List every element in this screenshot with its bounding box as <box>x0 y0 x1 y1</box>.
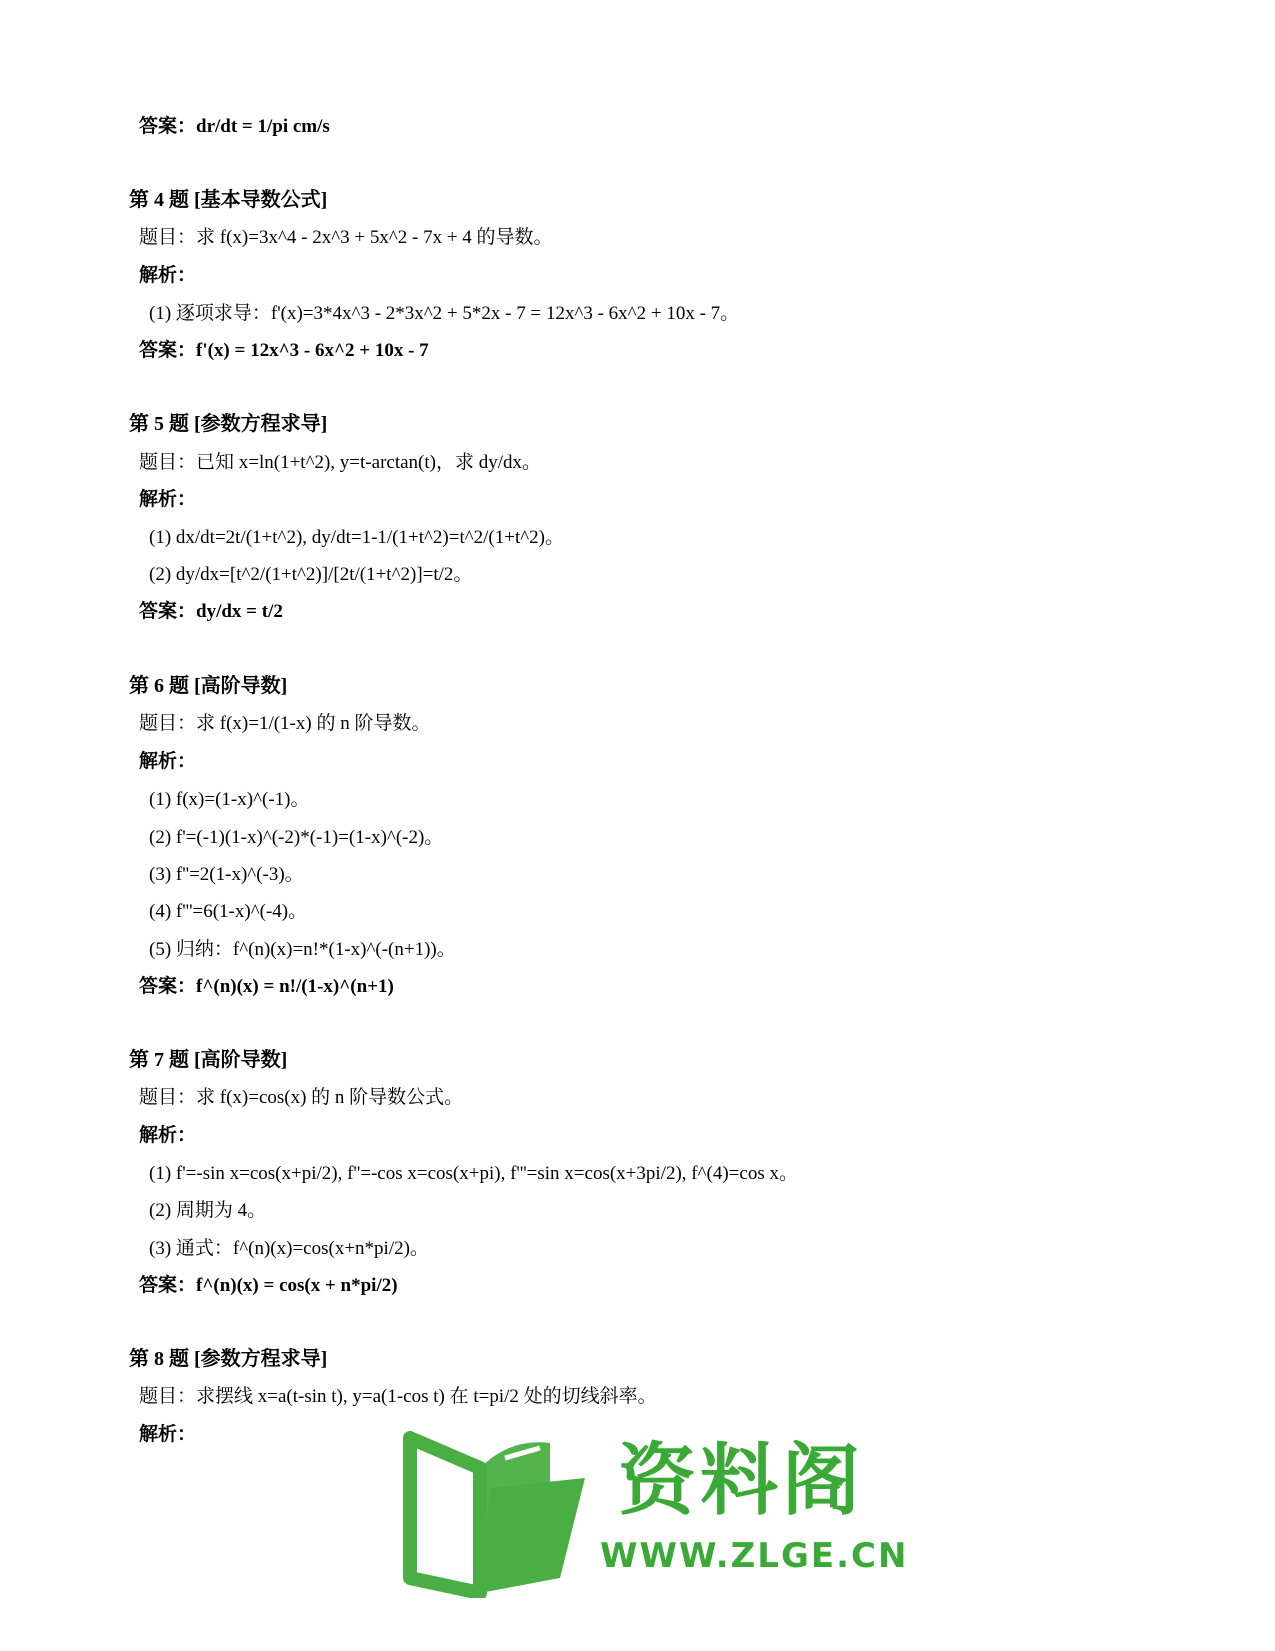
analysis-step: (2) 周期为 4。 <box>149 1200 267 1221</box>
answer-line: 答案：f'(x) = 12x^3 - 6x^2 + 10x - 7 <box>139 340 429 361</box>
analysis-step: (1) dx/dt=2t/(1+t^2), dy/dt=1-1/(1+t^2)=t^2/(1+t^2)。 <box>149 527 564 548</box>
analysis-label: 解析： <box>139 1125 197 1146</box>
analysis-label: 解析： <box>139 489 197 510</box>
analysis-step: (3) f''=2(1-x)^(-3)。 <box>149 864 304 885</box>
question-title: 第 4 题 [基本导数公式] <box>129 189 328 211</box>
question-stem: 题目：求 f(x)=cos(x) 的 n 阶导数公式。 <box>139 1087 464 1108</box>
question-stem: 题目：求 f(x)=1/(1-x) 的 n 阶导数。 <box>139 713 431 734</box>
question-stem: 题目：求摆线 x=a(t-sin t), y=a(1-cos t) 在 t=pi/2 处的切线斜率。 <box>139 1386 657 1407</box>
analysis-step: (5) 归纳：f^(n)(x)=n!*(1-x)^(-(n+1))。 <box>149 939 456 960</box>
analysis-step: (1) 逐项求导：f'(x)=3*4x^3 - 2*3x^2 + 5*2x - 7 = 12x^3 - 6x^2 + 10x - 7。 <box>149 303 740 324</box>
question-title: 第 7 题 [高阶导数] <box>129 1049 288 1071</box>
analysis-step: (1) f(x)=(1-x)^(-1)。 <box>149 789 310 810</box>
question-stem: 题目：求 f(x)=3x^4 - 2x^3 + 5x^2 - 7x + 4 的导数。 <box>139 227 553 248</box>
analysis-label: 解析： <box>139 1424 197 1445</box>
analysis-label: 解析： <box>139 265 197 286</box>
answer-line: 答案：f^(n)(x) = n!/(1-x)^(n+1) <box>139 976 394 997</box>
question-title: 第 8 题 [参数方程求导] <box>129 1348 328 1370</box>
answer-line: 答案：dy/dx = t/2 <box>139 601 283 622</box>
analysis-step: (3) 通式：f^(n)(x)=cos(x+n*pi/2)。 <box>149 1238 429 1259</box>
answer-line: 答案：dr/dt = 1/pi cm/s <box>139 116 330 137</box>
question-stem: 题目：已知 x=ln(1+t^2), y=t-arctan(t)，求 dy/dx。 <box>139 452 541 473</box>
question-title: 第 6 题 [高阶导数] <box>129 675 288 697</box>
analysis-label: 解析： <box>139 751 197 772</box>
question-title: 第 5 题 [参数方程求导] <box>129 413 328 435</box>
analysis-step: (2) dy/dx=[t^2/(1+t^2)]/[2t/(1+t^2)]=t/2。 <box>149 564 473 585</box>
answer-line: 答案：f^(n)(x) = cos(x + n*pi/2) <box>139 1275 398 1296</box>
analysis-step: (2) f'=(-1)(1-x)^(-2)*(-1)=(1-x)^(-2)。 <box>149 827 444 848</box>
analysis-step: (1) f'=-sin x=cos(x+pi/2), f''=-cos x=cos(x+pi), f'''=sin x=cos(x+3pi/2), f^(4)=cos x。 <box>149 1163 798 1184</box>
watermark-url: WWW.ZLGE.CN <box>600 1536 909 1576</box>
watermark-logo <box>400 1428 909 1598</box>
watermark-name: 资料阁 <box>618 1436 865 1526</box>
analysis-step: (4) f'''=6(1-x)^(-4)。 <box>149 901 308 922</box>
book-icon <box>400 1428 600 1598</box>
